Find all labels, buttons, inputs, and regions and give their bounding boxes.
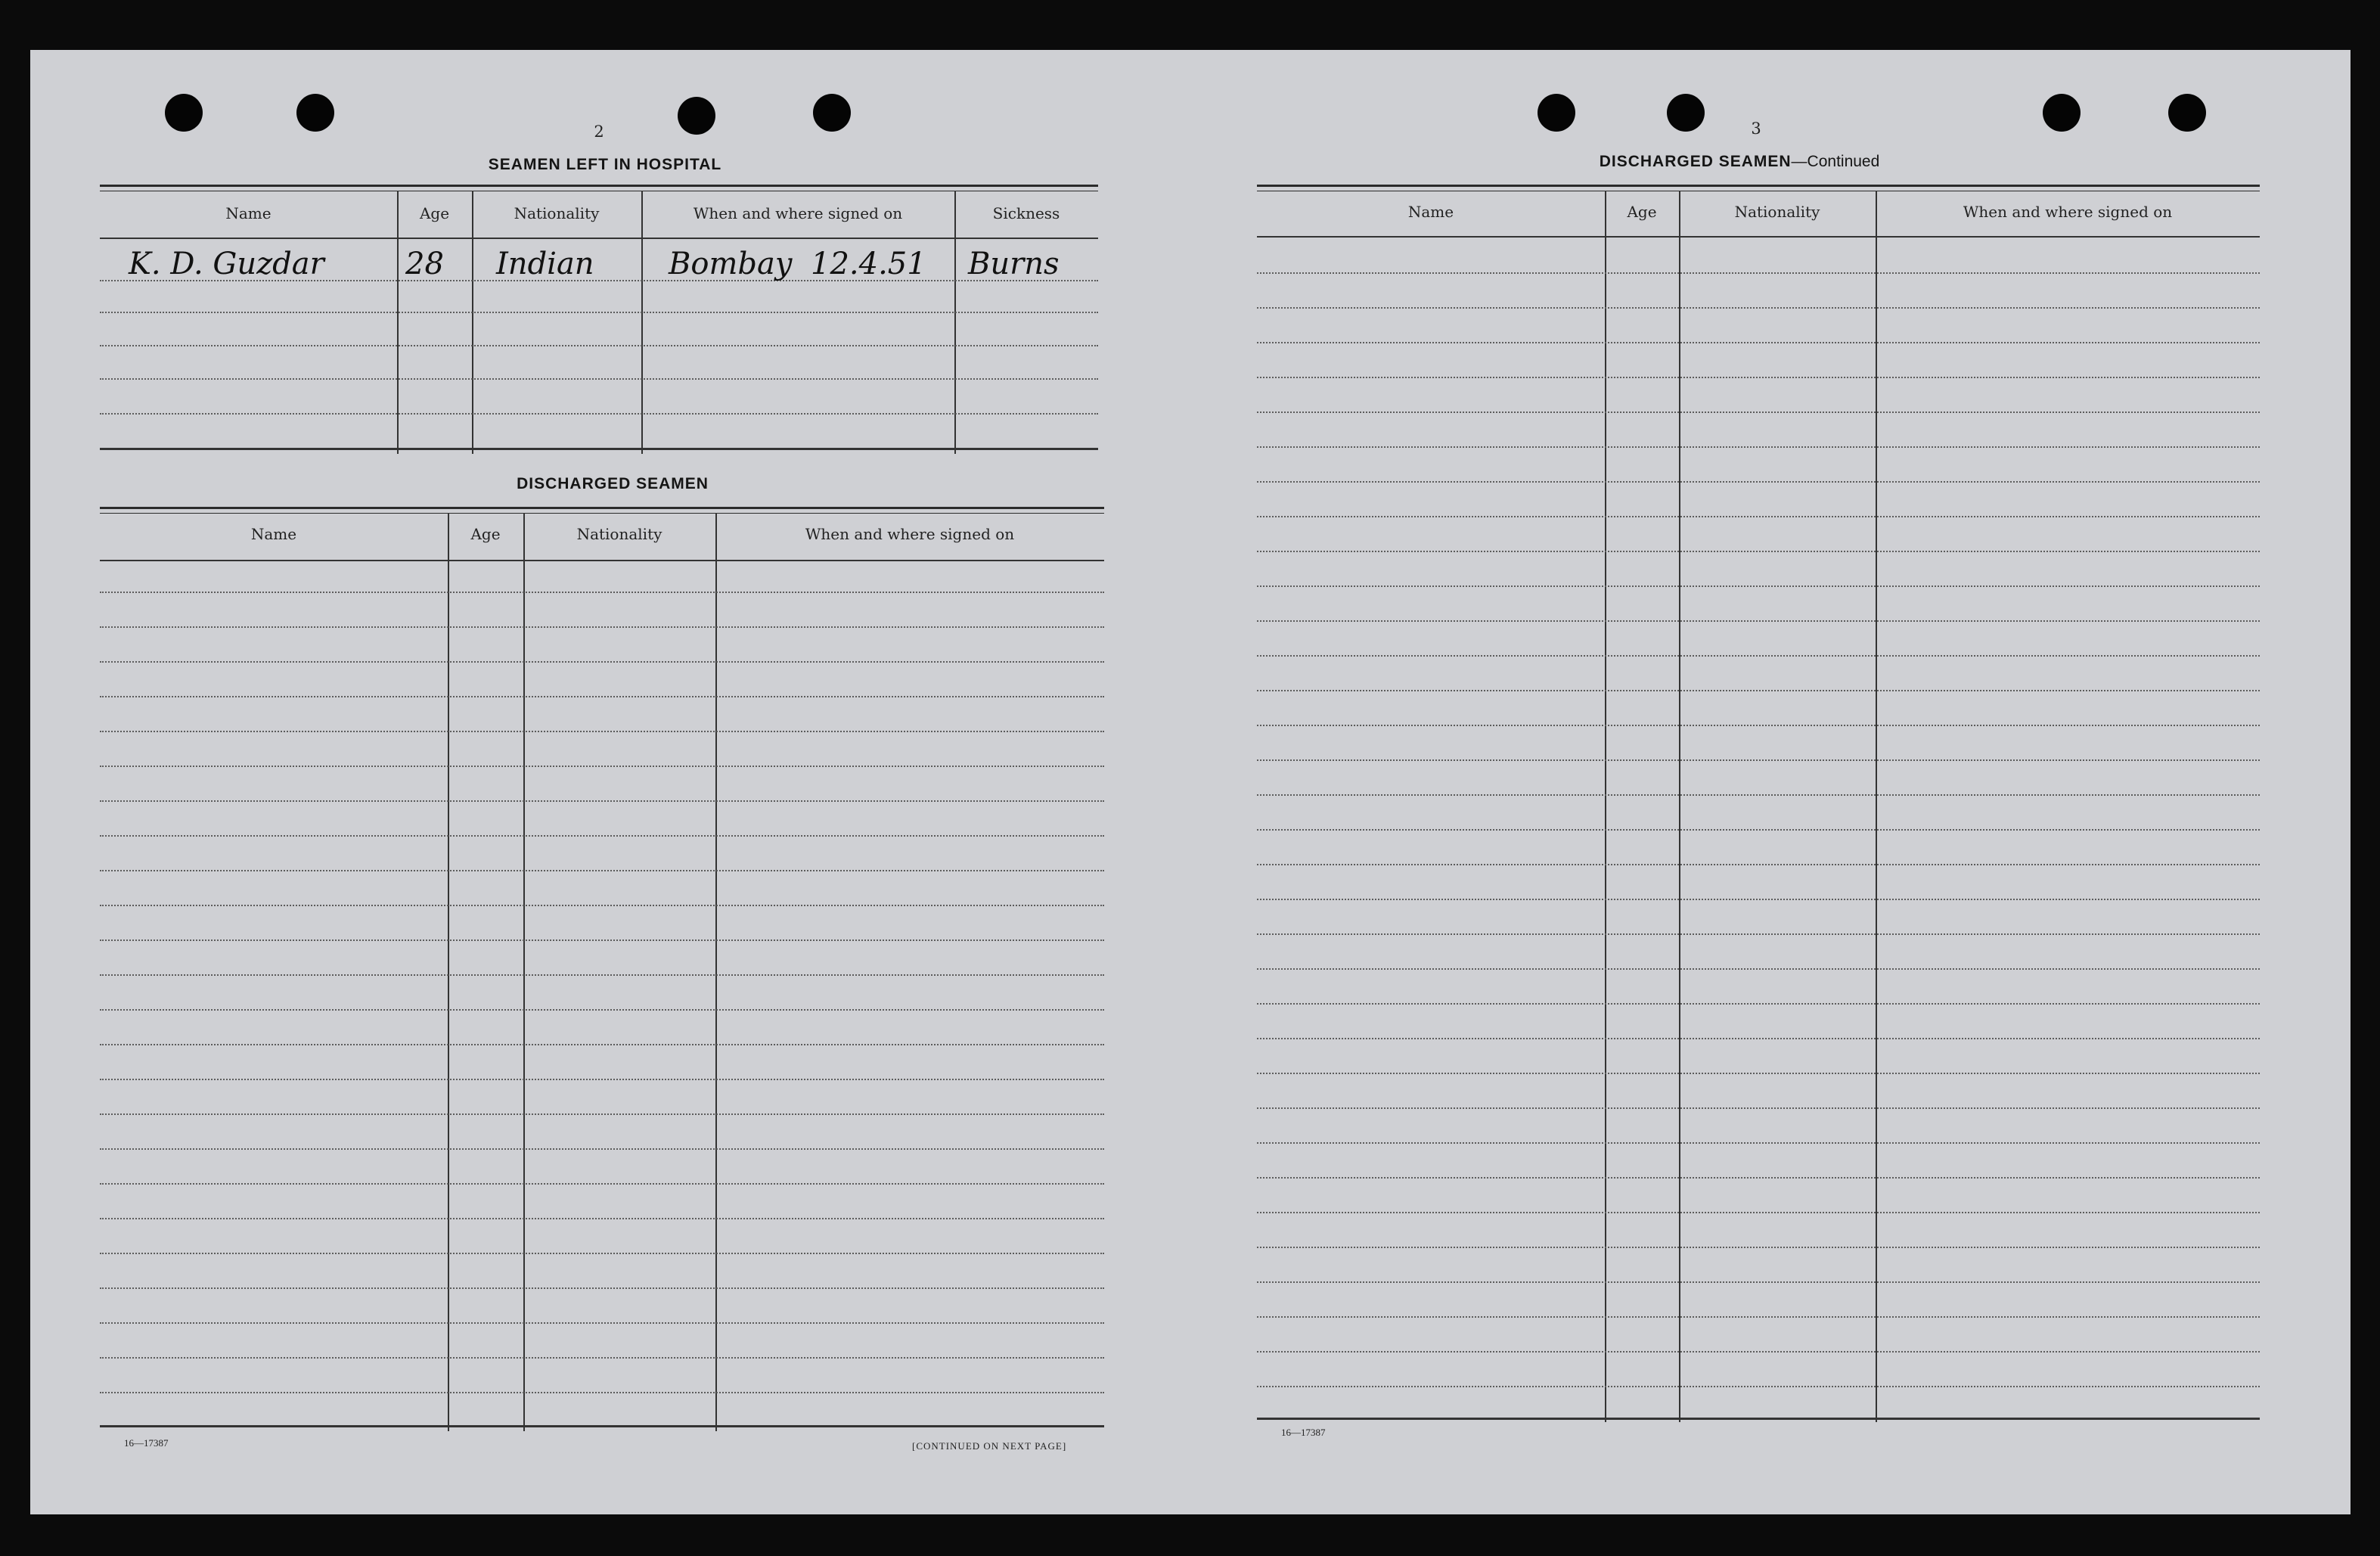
punch-hole (813, 94, 851, 132)
col-header-age: Age (1627, 203, 1657, 221)
col-header-name: Name (225, 204, 272, 222)
hospital-section-title: SEAMEN LEFT IN HOSPITAL (488, 156, 722, 173)
col-header-nationality: Nationality (1734, 203, 1820, 221)
col-header-signed-on: When and where signed on (1963, 203, 2173, 221)
handwritten-name: K. D. Guzdar (129, 247, 324, 281)
punch-hole (2168, 94, 2206, 132)
punch-hole (2043, 94, 2081, 132)
discharged-section-title: DISCHARGED SEAMEN (517, 475, 709, 492)
continued-note: [CONTINUED ON NEXT PAGE] (912, 1440, 1067, 1452)
col-header-name: Name (1407, 203, 1454, 221)
col-header-signed-on: When and where signed on (693, 204, 903, 222)
discharged-table-left (100, 507, 1104, 1431)
title-main: DISCHARGED SEAMEN (1599, 153, 1792, 170)
punch-hole (678, 97, 715, 135)
page-number-right: 3 (1751, 120, 1761, 138)
page-number-left: 2 (594, 123, 604, 141)
col-header-nationality: Nationality (576, 525, 662, 543)
col-header-age: Age (419, 204, 450, 222)
col-header-signed-on: When and where signed on (805, 525, 1015, 543)
col-header-sickness: Sickness (992, 204, 1060, 222)
discharged-table-right (1257, 185, 2260, 1422)
form-code-left: 16—17387 (124, 1437, 169, 1449)
col-header-age: Age (470, 525, 501, 543)
punch-hole (165, 94, 203, 132)
handwritten-nationality: Indian (496, 247, 594, 281)
hospital-table (100, 185, 1098, 454)
handwritten-sickness: Burns (968, 247, 1060, 281)
punch-hole (1667, 94, 1705, 132)
handwritten-place: Bombay (669, 247, 793, 281)
punch-hole (1538, 94, 1575, 132)
col-header-nationality: Nationality (514, 204, 600, 222)
handwritten-date: 12.4.51 (811, 247, 926, 281)
discharged-continued-title (1528, 153, 1951, 171)
punch-hole (296, 94, 334, 132)
handwritten-age: 28 (405, 247, 444, 281)
form-code-right: 16—17387 (1281, 1427, 1326, 1438)
title-continued: —Continued (1791, 153, 1880, 170)
col-header-name: Name (250, 525, 297, 543)
